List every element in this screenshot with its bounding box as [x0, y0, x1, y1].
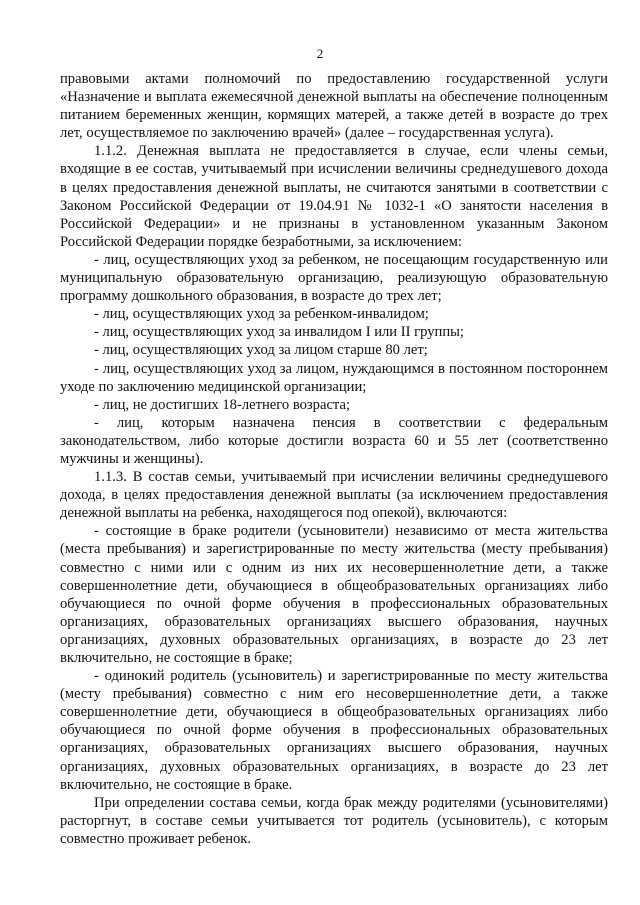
document-body	[60, 70, 608, 848]
list-item: - состоящие в браке родители (усыновители) независимо от места жительства (места пребывания) и зарегистрированные по месту жительства (месту пребывания) совместно с ними или с одним из них их несовершеннолетние дети, а также совершеннолетние дети, обучающиеся в общеобразовательных организациях либо обучающиеся по очной форме обучения в профессиональных образовательных организациях, образовательных организациях высшего образования, научных организациях, духовных образовательных организациях, в возрасте до 23 лет включительно, не состоящие в браке;	[60, 523, 608, 666]
list-item: - лиц, не достигших 18-летнего возраста;	[94, 396, 351, 413]
list-item: - лиц, осуществляющих уход за инвалидом I или II группы;	[94, 324, 464, 341]
paragraph-1-1-2: 1.1.2. Денежная выплата не предоставляется в случае, если члены семьи, входящие в ее состав, учитываемый при исчислении величины среднедушевого дохода в целях предоставления денежной выплаты, не считаются занятыми в соответствии с Законом Российской Федерации от 19.04.91 № 1032-1 «О занятости населения в Российской Федерации» и не признаны в установленном указанным Законом Российской Федерации порядке безработными, за исключением:	[60, 143, 608, 250]
paragraph-final: При определении состава семьи, когда брак между родителями (усыновителями) расторгнут, в составе семьи учитывается тот родитель (усыновитель), с которым совместно проживает ребенок.	[60, 794, 608, 847]
list-item: - лиц, которым назначена пенсия в соответствии с федеральным законодательством, либо которые достигли возраста 60 и 55 лет (соответственно мужчины и женщины).	[60, 414, 608, 467]
list-item: - одинокий родитель (усыновитель) и зарегистрированные по месту жительства (месту пребывания) совместно с ним его несовершеннолетние дети, а также совершеннолетние дети, обучающиеся в общеобразовательных организациях либо обучающиеся по очной форме обучения в профессиональных образовательных организациях, образовательных организациях высшего образования, научных организациях, духовных образовательных организациях, в возрасте до 23 лет включительно, не состоящие в браке.	[60, 668, 608, 793]
paragraph-continuation: правовыми актами полномочий по предоставлению государственной услуги «Назначение и выплата ежемесячной денежной выплаты на обеспечение полноценным питанием беременных женщин, кормящих матерей, а также детей в возрасте до трех лет, осуществляемое по заключению врачей» (далее – государственная услуга).	[60, 71, 608, 142]
list-item: - лиц, осуществляющих уход за ребенком-инвалидом;	[94, 306, 429, 323]
paragraph-1-1-3: 1.1.3. В состав семьи, учитываемый при исчислении величины среднедушевого дохода, в целях предоставления денежной выплаты (за исключением предоставления денежной выплаты на ребенка, находящегося под опекой), включаются:	[60, 469, 608, 522]
page-number: 2	[316, 46, 324, 61]
list-item: - лиц, осуществляющих уход за ребенком, не посещающим государственную или муниципальную образовательную организацию, реализующую образовательную программу дошкольного образования, в возрасте до трех лет;	[60, 251, 608, 305]
list-item: - лиц, осуществляющих уход за лицом, нуждающимся в постоянном постороннем уходе по заключению медицинской организации;	[60, 360, 608, 395]
list-item: - лиц, осуществляющих уход за лицом старше 80 лет;	[94, 342, 428, 359]
